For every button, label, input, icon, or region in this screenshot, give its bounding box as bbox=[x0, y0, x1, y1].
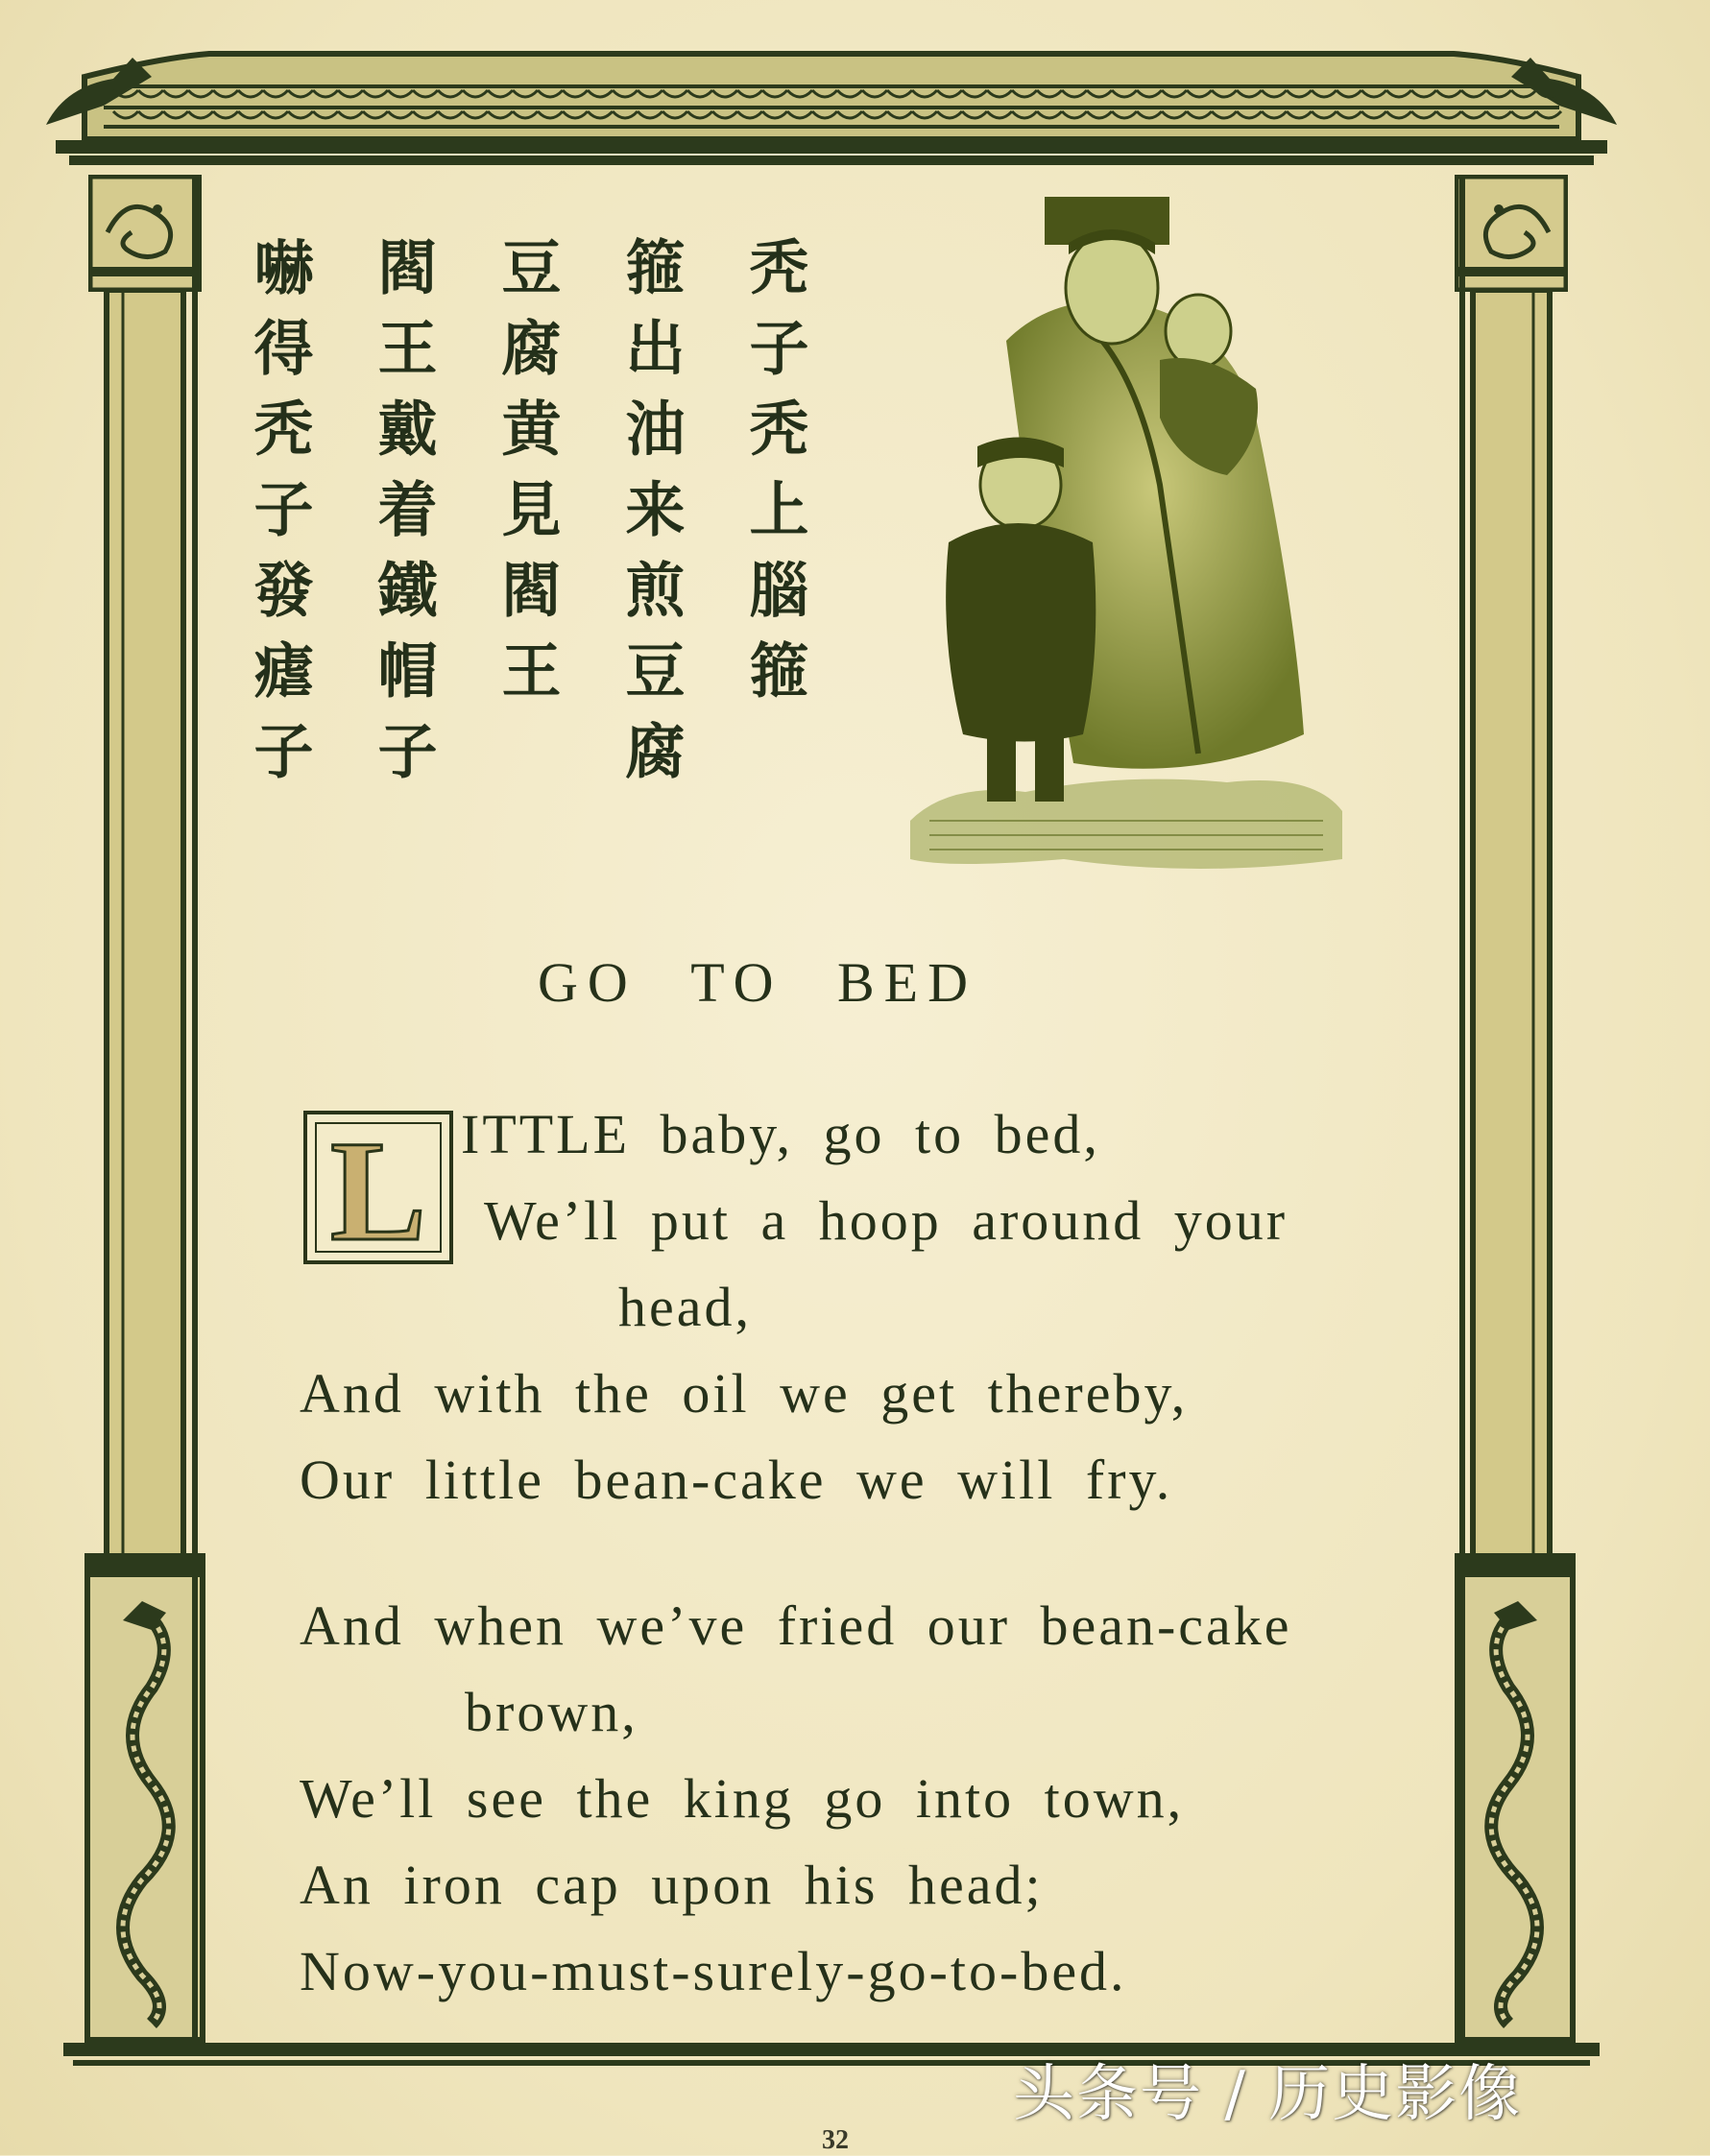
poem-line: We’ll see the king go into town, bbox=[300, 1767, 1185, 1830]
pagoda-roof-ornament bbox=[46, 48, 1617, 182]
chinese-column-4: 閻王戴着鐵帽子 bbox=[368, 236, 438, 801]
drop-cap bbox=[303, 1111, 453, 1271]
watermark: 头条号 / 历史影像 bbox=[1013, 2059, 1523, 2130]
poem-title: GO TO BED bbox=[538, 951, 977, 1014]
page-number: 32 bbox=[822, 2125, 849, 2155]
poem-line: We’ll put a hoop around your bbox=[484, 1189, 1289, 1252]
chinese-column-5: 嚇得秃子發瘧子 bbox=[244, 236, 314, 801]
poem-line: ITTLE baby, go to bed, bbox=[461, 1103, 1100, 1165]
right-dragon-pillar-base bbox=[1455, 1553, 1576, 2043]
left-dragon-pillar-base bbox=[84, 1553, 205, 2043]
drop-cap-letter: L bbox=[329, 1112, 427, 1271]
chinese-column-3: 豆腐黄見閻王 bbox=[492, 236, 562, 720]
right-capital-dragon bbox=[1455, 175, 1568, 292]
poem-line: brown, bbox=[465, 1681, 638, 1743]
poem-line: Our little bean-cake we will fry. bbox=[300, 1449, 1173, 1511]
poem-line: head, bbox=[618, 1276, 752, 1338]
poem-line: An iron cap upon his head; bbox=[300, 1854, 1044, 1916]
chinese-column-2: 箍出油来煎豆腐 bbox=[615, 236, 686, 801]
left-capital-dragon bbox=[88, 175, 202, 292]
poem-line: And when we’ve fried our bean-cake bbox=[300, 1594, 1292, 1657]
photo-woman-with-children bbox=[910, 197, 1342, 869]
chinese-column-1: 秃子秃上腦箍 bbox=[739, 236, 809, 720]
left-pillar bbox=[104, 290, 186, 1557]
chinese-verse bbox=[229, 236, 824, 889]
right-pillar bbox=[1470, 290, 1553, 1557]
poem-line: Now-you-must-surely-go-to-bed. bbox=[300, 1940, 1127, 2002]
poem-line: And with the oil we get thereby, bbox=[300, 1362, 1189, 1425]
